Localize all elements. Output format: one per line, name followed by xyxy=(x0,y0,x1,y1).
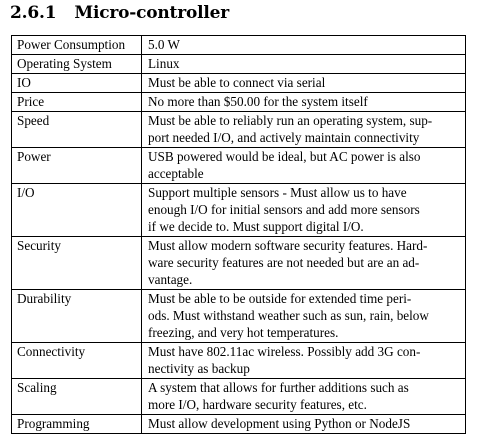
row-label: Programming xyxy=(12,415,142,434)
section-heading xyxy=(10,3,229,27)
requirements-table xyxy=(11,35,466,434)
row-label: Price xyxy=(12,93,142,112)
row-label: Security xyxy=(12,237,142,290)
row-label: Durability xyxy=(12,290,142,343)
table-row xyxy=(12,55,466,74)
table-row xyxy=(12,74,466,93)
section-title: Micro-controller xyxy=(74,3,229,23)
table-row xyxy=(12,290,466,343)
row-value: USB powered would be ideal, but AC power is also acceptable xyxy=(142,148,466,184)
table-row xyxy=(12,415,466,434)
row-value: A system that allows for further additions such as more I/O, hardware security features, etc. xyxy=(142,379,466,415)
row-label: Scaling xyxy=(12,379,142,415)
row-value: Must be able to connect via serial xyxy=(142,74,466,93)
row-value: Linux xyxy=(142,55,466,74)
row-value: Must be able to be outside for extended time peri- ods. Must withstand weather such as sun, rain, below freezing, and very hot temperatures. xyxy=(142,290,466,343)
row-value: Support multiple sensors - Must allow us to have enough I/O for initial sensors and add more sensors if we decide to. Must support digital I/O. xyxy=(142,184,466,237)
row-value: 5.0 W xyxy=(142,36,466,55)
row-value: Must be able to reliably run an operating system, sup- port needed I/O, and actively maintain connectivity xyxy=(142,112,466,148)
section-number: 2.6.1 xyxy=(10,3,57,23)
row-label: Power Consumption xyxy=(12,36,142,55)
row-value: Must allow modern software security features. Hard- ware security features are not needed but are an ad- vantage. xyxy=(142,237,466,290)
row-value: Must allow development using Python or NodeJS xyxy=(142,415,466,434)
row-label: IO xyxy=(12,74,142,93)
row-label: Power xyxy=(12,148,142,184)
table-row xyxy=(12,112,466,148)
table-row xyxy=(12,148,466,184)
table-row xyxy=(12,184,466,237)
row-label: I/O xyxy=(12,184,142,237)
row-label: Operating System xyxy=(12,55,142,74)
table-row xyxy=(12,93,466,112)
table-row xyxy=(12,379,466,415)
row-label: Speed xyxy=(12,112,142,148)
row-value: Must have 802.11ac wireless. Possibly add 3G con- nectivity as backup xyxy=(142,343,466,379)
table-row xyxy=(12,343,466,379)
row-value: No more than $50.00 for the system itself xyxy=(142,93,466,112)
table-row xyxy=(12,237,466,290)
table-row xyxy=(12,36,466,55)
row-label: Connectivity xyxy=(12,343,142,379)
